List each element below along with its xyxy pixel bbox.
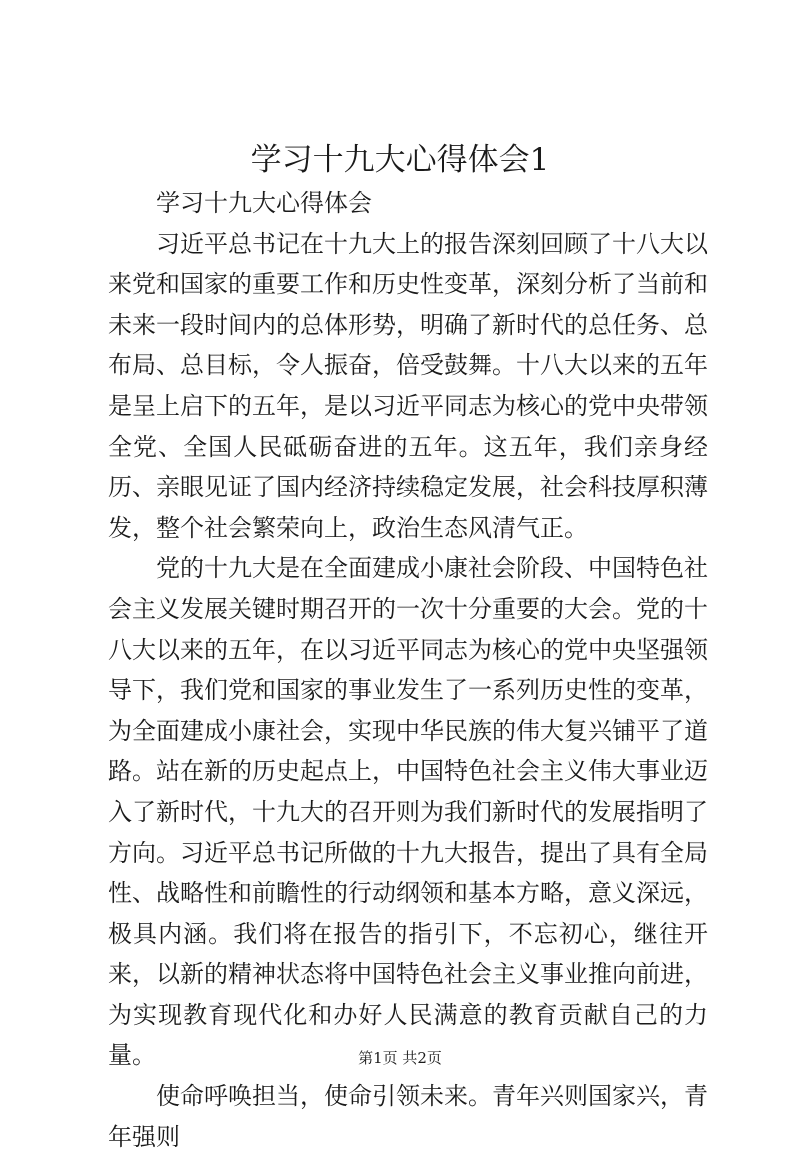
body-paragraph: 使命呼唤担当，使命引领未来。青年兴则国家兴，青年强则 bbox=[108, 1082, 708, 1151]
document-body bbox=[108, 183, 708, 1157]
subtitle-paragraph: 学习十九大心得体会 bbox=[156, 189, 372, 217]
body-paragraph: 习近平总书记在十九大上的报告深刻回顾了十八大以来党和国家的重要工作和历史性变革，深刻分析了当前和未来一段时间内的总体形势，明确了新时代的总任务、总布局、总目标，令人振奋，倍受鼓舞。十八大以来的五年是呈上启下的五年，是以习近平同志为核心的党中央带领全党、全国人民砥砺奋进的五年。这五年，我们亲身经历、亲眼见证了国内经济持续稳定发展，社会科技厚积薄发，整个社会繁荣向上，政治生态风清气正。 bbox=[108, 229, 708, 542]
document-title: 学习十九大心得体会1 bbox=[250, 142, 550, 178]
body-paragraph: 党的十九大是在全面建成小康社会阶段、中国特色社会主义发展关键时期召开的一次十分重要的大会。党的十八大以来的五年，在以习近平同志为核心的党中央坚强领导下，我们党和国家的事业发生了一系列历史性的变革，为全面建成小康社会，实现中华民族的伟大复兴铺平了道路。站在新的历史起点上，中国特色社会主义伟大事业迈入了新时代，十九大的召开则为我们新时代的发展指明了方向。习近平总书记所做的十九大报告，提出了具有全局性、战略性和前瞻性的行动纲领和基本方略，意义深远，极具内涵。我们将在报告的指引下，不忘初心，继往开来，以新的精神状态将中国特色社会主义事业推向前进，为实现教育现代化和办好人民满意的教育贡献自己的力量。 bbox=[108, 554, 708, 1070]
page-footer bbox=[0, 1048, 800, 1068]
page-number: 第1页 共2页 bbox=[358, 1049, 442, 1067]
